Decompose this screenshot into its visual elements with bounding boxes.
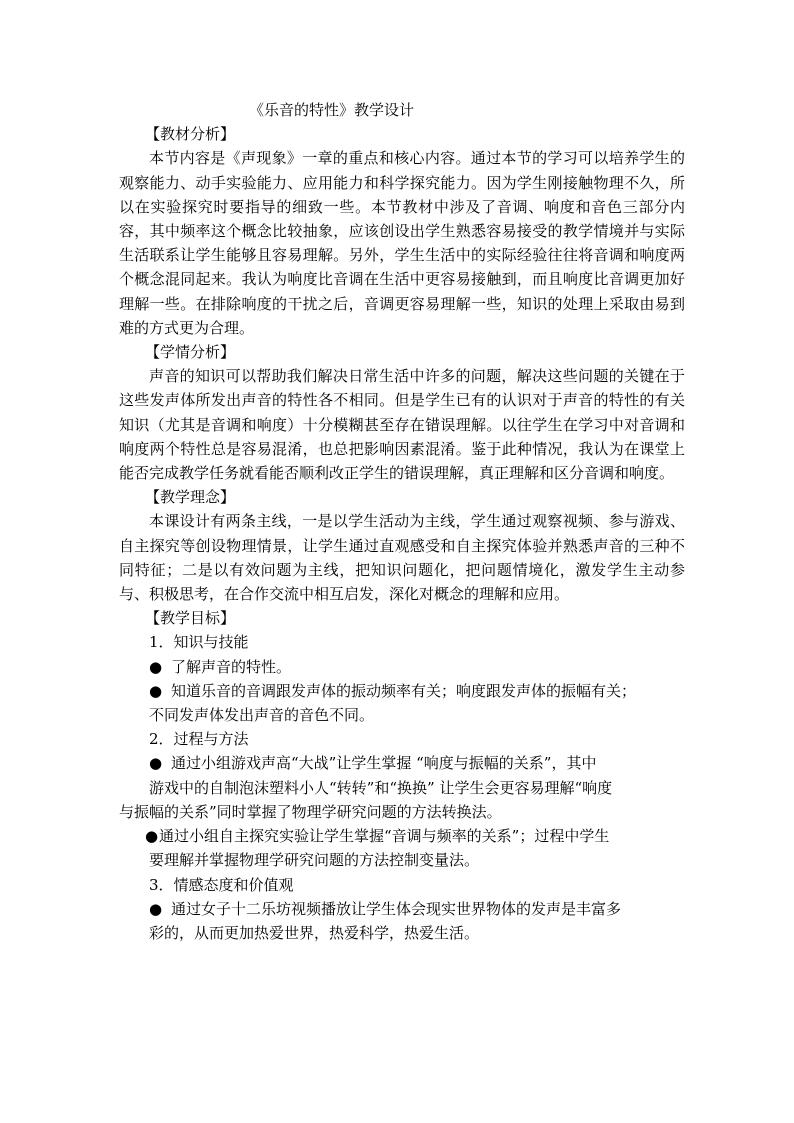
- bullet-icon: ●: [145, 827, 159, 846]
- paragraph-teaching-concept: 本课设计有两条主线，一是以学生活动为主线，学生通过观察视频、参与游戏、自主探究等创设物理情景，让学生通过直观感受和自主探究体验并熟悉声音的三种不同特征；二是以有效问题为主线，把知识问题化，把问题情境化，激发学生主动参与、积极思考，在合作交流中相互启发，深化对概念的理解和应用。: [119, 512, 685, 604]
- goal-item-continuation: 与振幅的关系”同时掌握了物理学研究问题的方法转换法。: [119, 802, 502, 821]
- document-title: 《乐音的特性》教学设计: [249, 101, 415, 119]
- goal-knowledge-skills-title: 1．知识与技能: [149, 633, 249, 652]
- goal-process-methods-title: 2．过程与方法: [149, 730, 249, 749]
- heading-textbook-analysis: 【教材分析】: [145, 125, 236, 144]
- goal-item-text: 通过小组游戏声高“大战”让学生掌握 “响度与振幅的关系”，其中: [171, 754, 597, 773]
- goal-item-continuation: 要理解并掌握物理学研究问题的方法控制变量法。: [149, 851, 480, 870]
- heading-student-analysis: 【学情分析】: [145, 343, 236, 362]
- goal-item: [119, 655, 685, 679]
- bullet-icon: ●: [149, 657, 163, 676]
- goal-item: [119, 751, 685, 775]
- goal-item: [119, 824, 685, 848]
- goal-attitude-values-title: 3．情感态度和价值观: [149, 875, 294, 894]
- paragraph-textbook-analysis: 本节内容是《声现象》一章的重点和核心内容。通过本节的学习可以培养学生的观察能力、动手实验能力、应用能力和科学探究能力。因为学生刚接触物理不久，所以在实验探究时要指导的细致一些。本节教材中涉及了音调、响度和音色三部分内容，其中频率这个概念比较抽象，应该创设出学生熟悉容易接受的教学情境并与实际生活联系让学生能够且容易理解。另外，学生生活中的实际经验往往将音调和响度两个概念混同起来。我认为响度比音调在生活中更容易接触到，而且响度比音调更加好理解一些。在排除响度的干扰之后，音调更容易理解一些，知识的处理上采取由易到难的方式更为合理。: [119, 149, 685, 337]
- goal-item-continuation: 彩的，从而更加热爱世界，热爱科学，热爱生活。: [149, 923, 480, 942]
- bullet-icon: ●: [149, 754, 163, 773]
- goal-item-text: 了解声音的特性。: [171, 657, 292, 676]
- goal-item: [119, 679, 685, 703]
- bullet-icon: ●: [149, 899, 163, 918]
- goal-item-continuation: 不同发声体发出声音的音色不同。: [149, 706, 375, 725]
- goal-item: [119, 897, 685, 921]
- paragraph-student-analysis: 声音的知识可以帮助我们解决日常生活中许多的问题，解决这些问题的关键在于这些发声体所发出声音的特性各不相同。但是学生已有的认识对于声音的特性的有关知识（尤其是音调和响度）十分模糊甚至存在错误理解。以往学生在学习中对音调和响度两个特性总是容易混淆，也总把影响因素混淆。鉴于此种情况，我认为在课堂上能否完成教学任务就看能否顺利改正学生的错误理解，真正理解和区分音调和响度。: [119, 367, 685, 483]
- goal-item-continuation: 游戏中的自制泡沫塑料小人“转转”和“换换” 让学生会更容易理解“响度: [149, 778, 613, 797]
- bullet-icon: ●: [149, 681, 163, 700]
- heading-teaching-goals: 【教学目标】: [145, 609, 236, 628]
- heading-teaching-concept: 【教学理念】: [145, 488, 236, 507]
- goal-item-text: 通过小组自主探究实验让学生掌握“音调与频率的关系”；过程中学生: [159, 827, 610, 846]
- goal-item-text: 通过女子十二乐坊视频播放让学生体会现实世界物体的发声是丰富多: [171, 899, 622, 918]
- document-content: [119, 98, 685, 945]
- goal-item-text: 知道乐音的音调跟发声体的振动频率有关；响度跟发声体的振幅有关；: [171, 681, 637, 700]
